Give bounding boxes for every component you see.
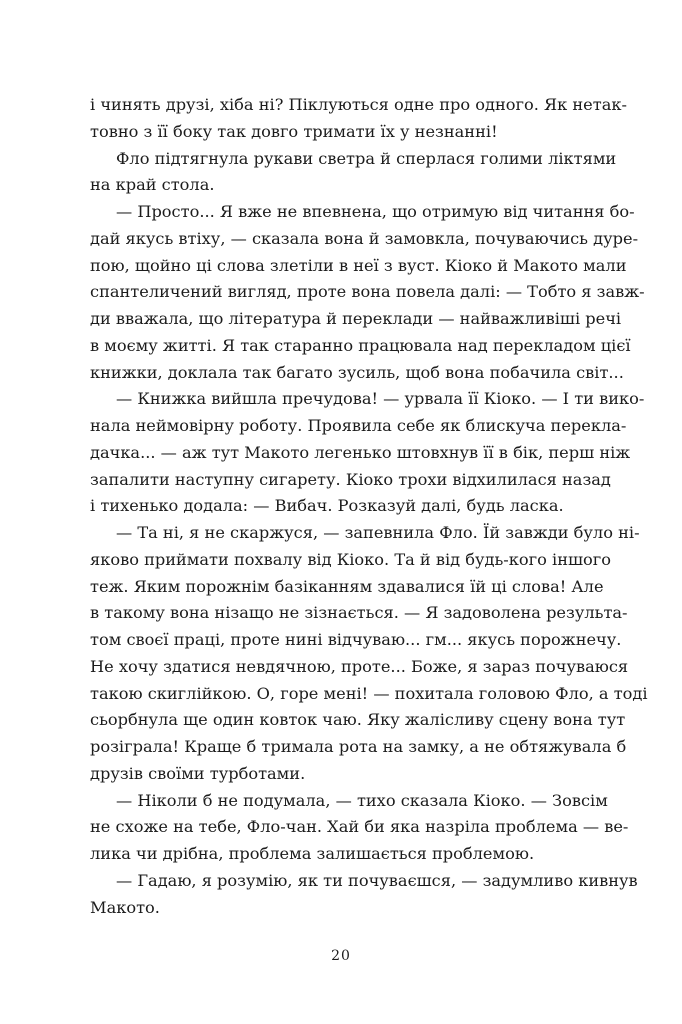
text-line: Макото.	[90, 897, 160, 917]
paragraph	[90, 92, 627, 146]
text-line: і чинять друзі, хіба ні? Піклуються одне про одного. Як нетак-	[90, 95, 627, 114]
paragraph	[90, 386, 645, 520]
text-line: нала неймовірну роботу. Проявила себе як блискуча перекла-	[90, 416, 627, 435]
text-line: том своєї праці, проте нині відчуваю... гм... якусь порожнечу.	[90, 630, 622, 649]
paragraph	[90, 788, 629, 868]
paragraph	[90, 199, 645, 386]
text-line: в такому вона нізащо не зізнається. — Я задоволена результа-	[90, 603, 628, 623]
text-line: сьорбнула ще один ковток чаю. Яку жалісливу сцену вона тут	[90, 710, 626, 730]
text-line: дачка... — аж тут Макото легенько штовхнув її в бік, перш ніж	[90, 442, 631, 462]
text-line: лика чи дрібна, проблема залишається проблемою.	[90, 844, 535, 863]
text-line: не схоже на тебе, Фло-чан. Хай би яка назріла проблема — ве-	[90, 817, 629, 837]
page-number: 20	[331, 948, 351, 964]
text-line: розіграла! Краще б тримала рота на замку, а не обтяжувала б	[90, 737, 627, 756]
text-line: такою скиглійкою. О, горе мені! — похитала головою Фло, а тоді	[90, 683, 648, 703]
text-line: товно з її боку так довго тримати їх у незнанні!	[90, 121, 498, 141]
paragraph	[90, 146, 617, 200]
text-line: ди вважала, що література й переклади — найважливіші речі	[90, 309, 622, 328]
text-line: — Та ні, я не скаржуся, — запевнила Фло. Їй завжди було ні-	[116, 523, 640, 542]
text-line: — Книжка вийшла пречудова! — урвала її Кіоко. — І ти вико-	[116, 389, 645, 409]
paragraph	[90, 868, 638, 922]
text-line: спантеличений вигляд, проте вона повела далі: — Тобто я завж-	[90, 282, 645, 302]
paragraph	[90, 520, 648, 788]
text-line: на край стола.	[90, 175, 215, 195]
text-line: книжки, доклала так багато зусиль, щоб вона побачила світ...	[90, 362, 624, 382]
text-line: запалити наступну сигарету. Кіоко трохи відхилилася назад	[90, 469, 611, 489]
text-line: — Гадаю, я розумію, як ти почуваєшся, — задумливо кивнув	[116, 870, 638, 890]
text-line: — Ніколи б не подумала, — тихо сказала Кіоко. — Зовсім	[116, 790, 608, 810]
text-line: Не хочу здатися невдячною, проте... Боже, я зараз почуваюся	[90, 656, 629, 676]
text-line: в моєму житті. Я так старанно працювала над перекладом цієї	[90, 335, 631, 355]
text-line: — Просто... Я вже не впевнена, що отримую від читання бо-	[116, 202, 635, 221]
text-line: і тихенько додала: — Вибач. Розказуй далі, будь ласка.	[90, 496, 564, 516]
text-line: дай якусь втіху, — сказала вона й замовкла, почуваючись дуре-	[90, 228, 639, 248]
text-line: пою, щойно ці слова злетіли в неї з вуст. Кіоко й Макото мали	[90, 255, 627, 275]
text-line: теж. Яким порожнім базіканням здавалися їй ці слова! Але	[90, 576, 604, 596]
text-line: Фло підтягнула рукави светра й сперлася голими ліктями	[116, 148, 617, 168]
text-line: друзів своїми турботами.	[90, 763, 306, 783]
body-text	[90, 92, 648, 921]
text-line: яково приймати похвалу від Кіоко. Та й від будь-кого іншого	[90, 549, 612, 569]
